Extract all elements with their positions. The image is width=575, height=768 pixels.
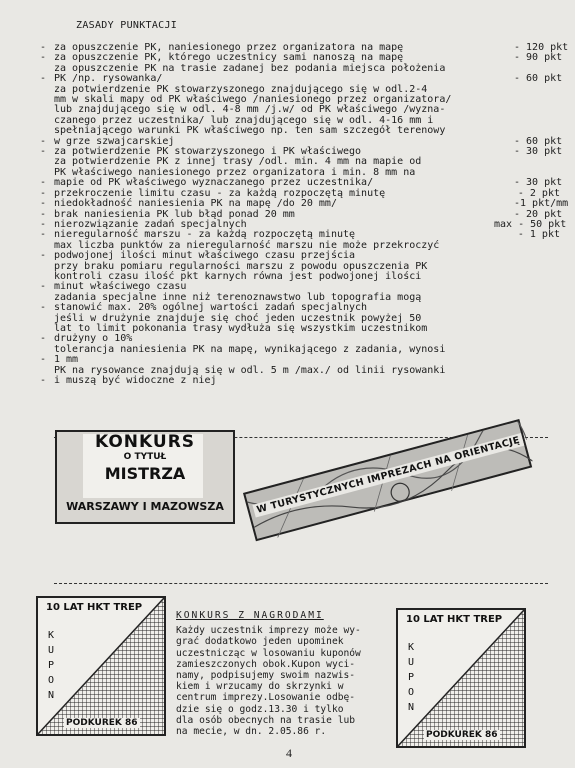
rule-points-value: - 60 pkt: [514, 135, 563, 147]
contest-stamp-line1: KONKURS: [94, 432, 196, 452]
contest-stamp-line4: WARSZAWY I MAZOWSZA: [66, 500, 224, 513]
scoring-rule: [40, 198, 569, 210]
page-title: ZASADY PUNKTACJI: [76, 20, 178, 31]
rule-points-value: - 60 pkt: [514, 73, 563, 85]
rule-text: za opuszczenie PK, naniesionego przez organizatora na mapę: [54, 42, 404, 53]
rule-points: [494, 73, 563, 85]
coupon-letter: U: [407, 657, 415, 668]
coupon-letter: K: [407, 642, 415, 653]
scoring-rule: [40, 345, 560, 366]
contest-stamp-line2: O TYTUŁ: [123, 452, 167, 462]
page-number: 4: [286, 746, 292, 760]
coupon-left-footer: PODKUREK 86: [66, 718, 138, 728]
coupon-left-vertical: [46, 628, 56, 703]
rule-points: [494, 198, 569, 210]
coupon-grid: [38, 598, 164, 734]
rule-text: za opuszczenie PK, którego uczestnicy sami nanoszą na mapę: [54, 52, 404, 64]
scoring-rule: [40, 83, 563, 147]
rule-bullet: -: [40, 208, 47, 220]
rule-bullet: -: [40, 218, 47, 230]
coupon-letter: N: [407, 702, 415, 713]
coupon-letter: P: [407, 672, 415, 683]
rule-bullet: -: [40, 187, 47, 199]
rule-points-value: -1 pkt/mm: [514, 198, 569, 210]
rule-points-value: - 50 pkt: [518, 218, 567, 230]
rule-text: jeśli w drużynie znajduje się choć jeden uczestnik powyżej 50 lat to limit pokonania trasy wydłuża się wszystkim uczestnikom drużyny o 10%: [54, 312, 428, 345]
coupon-right[interactable]: [396, 608, 526, 748]
rule-points: [494, 355, 560, 365]
rule-bullet: -: [40, 229, 47, 241]
rule-bullet: -: [40, 250, 47, 262]
rule-text: nieregularność marszu - za każdą rozpoczętą minutę: [54, 229, 356, 241]
coupon-left[interactable]: [36, 596, 166, 736]
coupon-right-vertical: [406, 640, 416, 715]
rule-bullet: -: [40, 42, 47, 53]
rule-points-value: - 90 pkt: [514, 52, 563, 64]
scoring-rule: [40, 62, 563, 85]
prize-announcement: [176, 610, 391, 737]
rule-points: [494, 52, 563, 64]
rule-points-value: - 120 pkt: [514, 42, 569, 53]
rule-text: za potwierdzenie PK stowarzyszonego znajdującego się w odl.2-4 mm w skali mapy od PK właściwego /naniesionego przez organizatora/ lub znajdującego się w odl. 4-8 mm /j.w/ od PK właściwego /wyzna- czanego przez uczestnika/ lub znajdującego się w odl. 4-16 mm i spełniającego warunki PK właściwego np. ten sam szczegół terenowy w grze szwajcarskiej: [54, 83, 452, 147]
coupon-letter: U: [47, 645, 55, 656]
announcement-heading: KONKURS Z NAGRODAMI: [176, 610, 324, 621]
rule-points: [494, 146, 563, 158]
coupon-left-header: 10 LAT HKT TREP: [46, 602, 143, 613]
rule-bullet: -: [40, 146, 47, 158]
rule-text: PK na rysowance znajdują się w odl. 5 m /max./ od linii rysowanki i muszą być widoczne z niej: [54, 364, 446, 386]
scoring-rule: [40, 241, 560, 262]
rule-text: za potwierdzenie PK stowarzyszonego i PK właściwego: [54, 146, 362, 158]
rule-text: za potwierdzenie PK z innej trasy /odl. min. 4 mm na mapie od PK właściwego naniesionego przez organizatora i min. 8 mm na mapie od PK właściwego wyznaczanego przez uczestnika/: [54, 156, 422, 189]
rule-bullet: -: [40, 135, 47, 147]
rule-points-value: - 30 pkt: [514, 177, 563, 189]
rule-text: brak naniesienia PK lub błąd ponad 20 mm: [54, 208, 295, 220]
scoring-rule: [40, 156, 563, 189]
scoring-rule: [40, 293, 560, 314]
rule-bullet: -: [40, 73, 47, 85]
coupon-right-header: 10 LAT HKT TREP: [406, 614, 503, 625]
scoring-rule: [40, 366, 560, 387]
rule-bullet: -: [40, 375, 47, 386]
coupon-letter: O: [407, 687, 415, 698]
coupon-grid: [398, 610, 524, 746]
cut-line: [54, 583, 548, 584]
rule-bullet: -: [40, 333, 47, 345]
scoring-rule: [40, 262, 560, 293]
rule-points: [494, 230, 560, 240]
rule-bullet: -: [40, 177, 47, 189]
rule-text: niedokładność naniesienia PK na mapę /do 20 mm/: [54, 198, 337, 210]
rule-text: przy braku pomiaru regularności marszu z powodu opuszczenia PK kontroli czasu ilość pkt karnych równa jest podwojonej ilości minut właściwego czasu: [54, 260, 428, 293]
coupon-letter: N: [47, 690, 55, 701]
rule-points-value: - 2 pkt: [517, 187, 560, 199]
rule-points-value: - 30 pkt: [514, 146, 563, 158]
coupon-letter: P: [47, 660, 55, 671]
rule-text: nierozwiązanie zadań specjalnych: [54, 218, 247, 230]
rule-points: [494, 334, 560, 344]
announcement-body: Każdy uczestnik imprezy może wy- grać dodatkowo jeden upominek uczestnicząc w losowaniu kuponów zamieszczonych obok.Kupon wyci- namy, podpisujemy swoim nazwis- kiem i wrzucamy do skrzynki w centrum imprezy.Losowanie odbę- dzie się o godz.13.30 i tylko dla osób obecnych na trasie lub na mecie, w dn. 2.05.86 r.: [176, 625, 361, 738]
scoring-rules-list: [40, 42, 569, 386]
contest-stamp: [55, 430, 235, 524]
rule-text: przekroczenie limitu czasu - za każdą rozpoczętą minutę: [54, 187, 386, 199]
rule-bullet: -: [40, 354, 47, 366]
rule-points: [494, 303, 560, 313]
rule-points: [494, 282, 560, 292]
rule-bullet: -: [40, 52, 47, 64]
rule-text: zadania specjalne inne niż terenoznawstwo lub topografia mogą stanowić max. 20% ogólnej wartości zadań specjalnych: [54, 291, 422, 314]
orienteering-banner-text: W TURYSTYCZNYCH IMPREZACH NA ORIENTACJĘ: [252, 433, 524, 518]
rule-max-label: max: [494, 218, 513, 230]
rule-points-value: - 1 pkt: [517, 229, 560, 241]
scoring-rule: [40, 314, 560, 345]
rule-text: max liczba punktów za nieregularność marszu nie może przekroczyć podwojonej ilości minut właściwego czasu przejścia: [54, 239, 440, 262]
rule-bullet: -: [40, 302, 47, 314]
contest-stamp-line3: MISTRZA: [104, 464, 186, 483]
rule-bullet: -: [40, 198, 47, 210]
rule-points: [494, 376, 560, 386]
rule-points-value: - 20 pkt: [514, 208, 563, 220]
coupon-right-footer: PODKUREK 86: [426, 730, 498, 740]
coupon-letter: O: [47, 675, 55, 686]
coupon-letter: K: [47, 630, 55, 641]
rule-text: za opuszczenie PK na trasie zadanej bez podania miejsca położenia PK /np. rysowanka/: [54, 62, 446, 85]
rule-text: tolerancja naniesienia PK na mapę, wynikającego z zadania, wynosi 1 mm: [54, 343, 446, 366]
rule-bullet: -: [40, 281, 47, 293]
rule-points: [494, 251, 560, 261]
